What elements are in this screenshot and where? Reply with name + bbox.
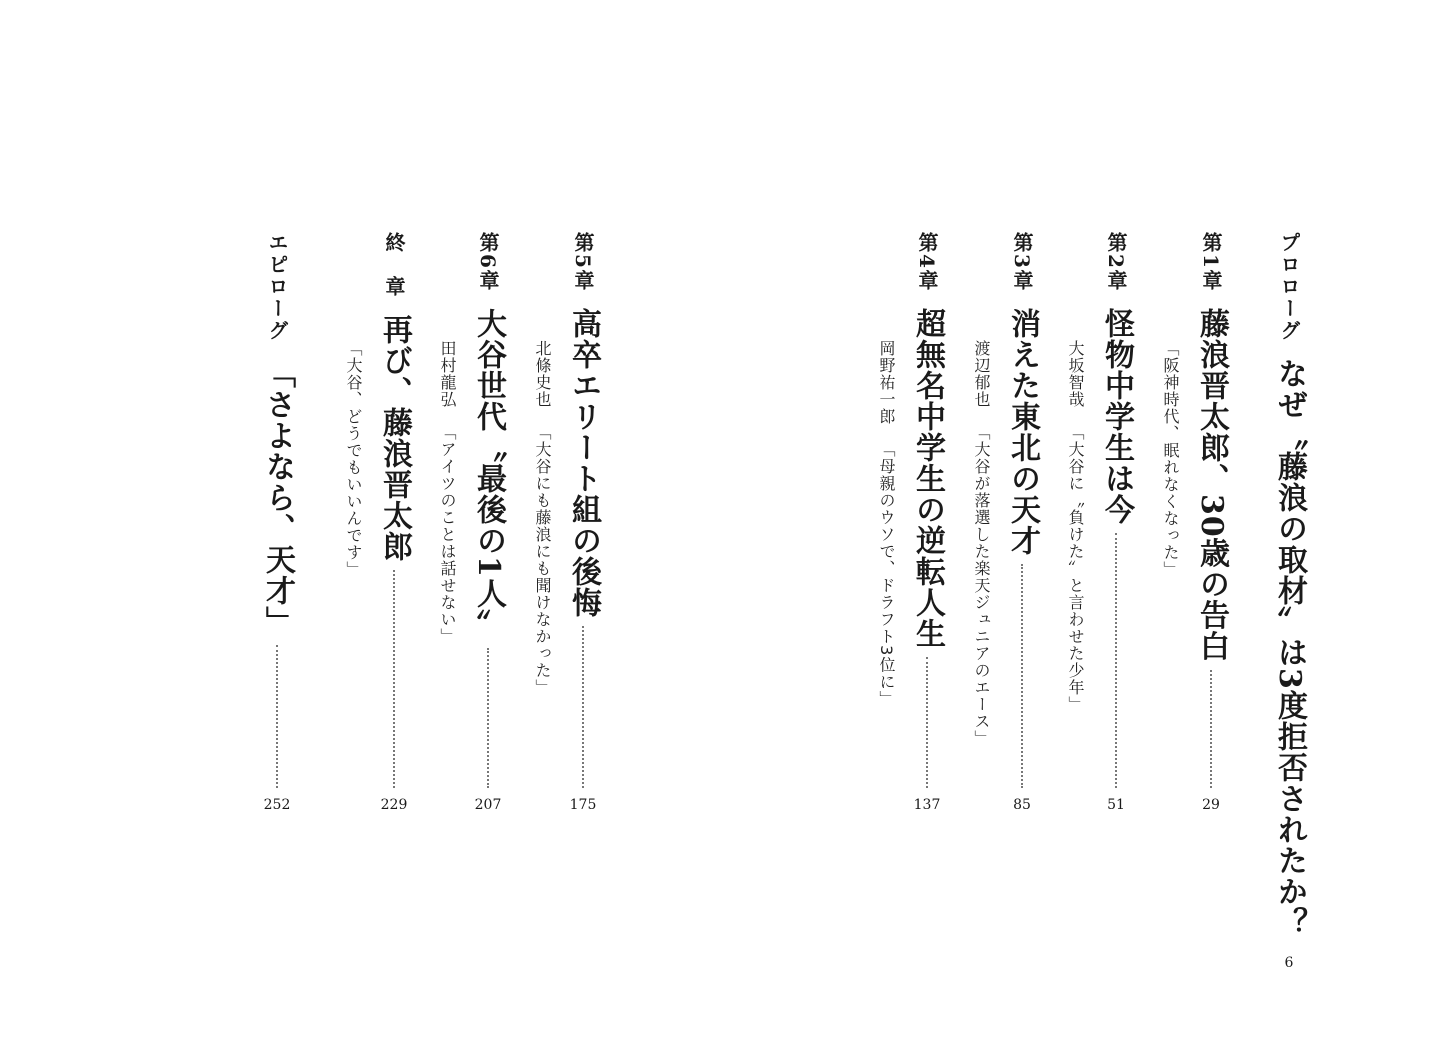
toc-quote: 「大谷にも藤浪にも聞けなかった」	[533, 424, 552, 697]
toc-subtitle	[878, 340, 894, 707]
toc-subtitle-column	[1059, 232, 1091, 812]
toc-label: 第6章	[476, 232, 500, 292]
toc-entry-prologue[interactable]	[1264, 232, 1314, 971]
toc-author: 岡野祐一郎	[877, 340, 896, 425]
toc-subtitle	[534, 340, 550, 696]
toc-quote: 「大谷に〝負けた〟と言わせた少年」	[1066, 424, 1085, 714]
toc-label: 第1章	[1199, 232, 1223, 292]
toc-entry-chapter-4[interactable]	[870, 232, 952, 812]
toc-leader-dots	[1115, 533, 1117, 788]
toc-page-number: 137	[913, 797, 941, 813]
toc-label: エピローグ	[265, 232, 289, 342]
toc-entry-chapter-2[interactable]	[1059, 232, 1141, 812]
toc-author: 渡辺郁也	[972, 340, 991, 408]
toc-quote: 「大谷が落選した楽天ジュニアのエース」	[972, 424, 991, 748]
toc-quote: 「阪神時代、眠れなくなった」	[1161, 340, 1180, 578]
toc-leader-dots	[1021, 564, 1023, 788]
toc-title: 「さよなら、天才」	[260, 358, 295, 637]
toc-page-number: 229	[380, 797, 408, 813]
toc-leader-dots	[393, 570, 395, 788]
toc-label: 第2章	[1104, 232, 1128, 292]
toc-page-number: 29	[1202, 797, 1220, 813]
toc-subtitle-column	[965, 232, 997, 812]
toc-quote: 「大谷、どうでもいいんです」	[344, 340, 363, 578]
toc-subtitle-column	[870, 232, 902, 812]
toc-title: 消えた東北の天才	[1005, 307, 1040, 556]
toc-entry-epilogue[interactable]	[252, 232, 302, 812]
toc-label: 終 章	[382, 232, 406, 298]
toc-author: 大坂智哉	[1066, 340, 1085, 408]
toc-title-column	[369, 232, 419, 812]
toc-subtitle	[973, 340, 989, 747]
toc-quote: 「母親のウソで、ドラフト3位に」	[877, 441, 896, 708]
toc-page-number: 175	[569, 797, 597, 813]
toc-subtitle	[345, 340, 361, 578]
toc-entry-chapter-6[interactable]	[431, 232, 513, 812]
toc-label: 第3章	[1010, 232, 1034, 292]
toc-title-column	[463, 232, 513, 812]
toc-label: 第4章	[915, 232, 939, 292]
toc-subtitle	[1067, 340, 1083, 713]
toc-entry-chapter-3[interactable]	[965, 232, 1047, 812]
toc-leader-dots	[1210, 670, 1212, 788]
toc-page-number: 85	[1013, 797, 1031, 813]
toc-label: プロローグ	[1277, 232, 1301, 342]
toc-author: 北條史也	[533, 340, 552, 408]
toc-leader-dots	[276, 645, 278, 788]
toc-title: 藤浪晋太郎、30歳の告白	[1194, 307, 1229, 662]
toc-page-number: 252	[263, 797, 291, 813]
toc-entry-chapter-1[interactable]	[1154, 232, 1236, 812]
toc-subtitle-column	[337, 232, 369, 812]
toc-title: 再び、藤浪晋太郎	[377, 314, 412, 562]
toc-title: 超無名中学生の逆転人生	[910, 307, 945, 649]
toc-label: 第5章	[571, 232, 595, 292]
toc-page-number: 6	[1284, 954, 1294, 971]
toc-subtitle	[439, 340, 455, 645]
toc-subtitle-column	[526, 232, 558, 812]
toc-page-number: 51	[1107, 797, 1125, 813]
toc-title-column	[1091, 232, 1141, 812]
toc-title-column	[252, 232, 302, 812]
toc-entry-chapter-5[interactable]	[526, 232, 608, 812]
toc-subtitle-column	[431, 232, 463, 812]
toc-title: 高卒エリート組の後悔	[566, 307, 601, 618]
toc-title: 大谷世代〝最後の1人〟	[471, 307, 506, 640]
toc-leader-dots	[487, 648, 489, 788]
toc-title-column	[902, 232, 952, 812]
toc-entry-final-chapter[interactable]	[337, 232, 419, 812]
toc-subtitle	[1162, 340, 1178, 578]
toc-leader-dots	[926, 657, 928, 788]
toc-title-column	[1264, 232, 1314, 971]
toc-title-column	[1186, 232, 1236, 812]
toc-author: 田村龍弘	[438, 340, 457, 408]
toc-title: 怪物中学生は今	[1099, 307, 1134, 525]
toc-quote: 「アイツのことは話せない」	[438, 424, 457, 646]
toc-title-column	[558, 232, 608, 812]
toc-title: なぜ〝藤浪の取材〟は3度拒否されたか？	[1272, 358, 1307, 938]
toc-title-column	[997, 232, 1047, 812]
toc-page-number: 207	[474, 797, 502, 813]
toc-subtitle-column	[1154, 232, 1186, 812]
toc-leader-dots	[582, 626, 584, 788]
